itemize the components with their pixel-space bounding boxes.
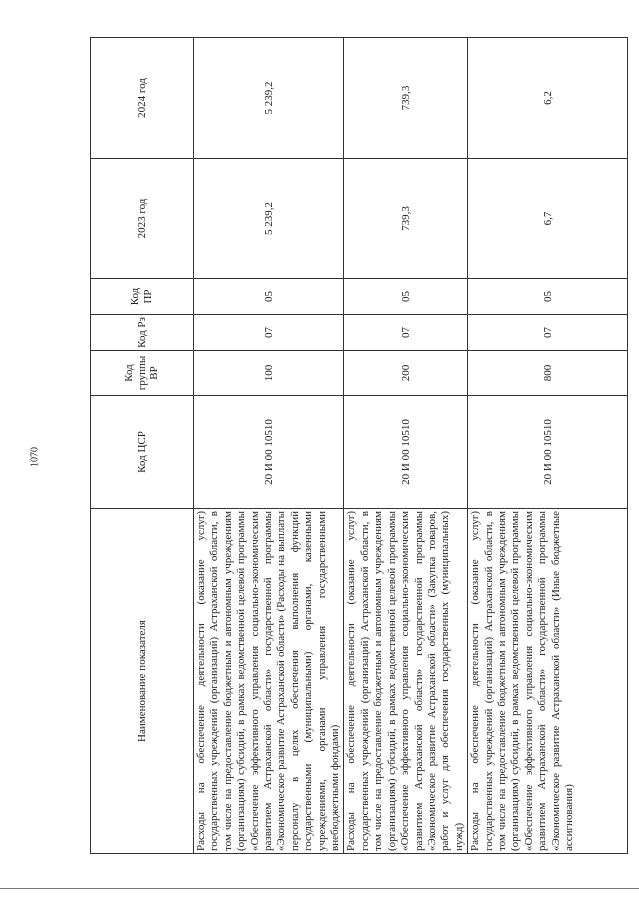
row-2024: 5 239,2 <box>194 38 344 159</box>
row-name: Расходы на обеспечение деятельности (оказание услуг) государственных учреждений (организаций) Астраханской области, в том числе на предоставление бюджетным и автономным учреждениям (организациям) субсидий, в рамках ведомственной целевой программы «Обеспечение эффективного управления социально-экономическим развитием Астраханской области» государственной программы «Экономическое развитие Астраханской области» (Расходы на выплаты персоналу в целях обеспечения выполнения функций государственными (муниципальными) органами, казенными учреждениями, органами управления государственными внебюджетными фондами) <box>194 509 344 854</box>
row-csr: 20 И 00 10510 <box>468 396 628 509</box>
header-2024: 2024 год <box>91 38 194 159</box>
row-vr: 100 <box>194 351 344 396</box>
row-rz: 07 <box>344 315 468 351</box>
row-rz: 07 <box>194 315 344 351</box>
budget-table <box>90 37 628 854</box>
header-2023: 2023 год <box>91 159 194 279</box>
row-vr: 800 <box>468 351 628 396</box>
row-csr: 20 И 00 10510 <box>194 396 344 509</box>
row-2024: 6,2 <box>468 38 628 159</box>
row-2023: 6,7 <box>468 159 628 279</box>
row-2023: 5 239,2 <box>194 159 344 279</box>
row-2024: 739,3 <box>344 38 468 159</box>
row-csr: 20 И 00 10510 <box>344 396 468 509</box>
table-row <box>344 38 468 854</box>
row-vr: 200 <box>344 351 468 396</box>
header-vr: Код группы ВР <box>91 351 194 396</box>
table-row <box>194 38 344 854</box>
header-row <box>91 38 194 854</box>
row-2023: 739,3 <box>344 159 468 279</box>
page-number: 1070 <box>29 447 41 467</box>
header-pr: Код ПР <box>91 279 194 315</box>
row-name: Расходы на обеспечение деятельности (оказание услуг) государственных учреждений (организаций) Астраханской области, в том числе на предоставление бюджетным и автономным учреждениям (организациям) субсидий, в рамках ведомственной целевой программы «Обеспечение эффективного управления социально-экономическим развитием Астраханской области» государственной программы «Экономическое развитие Астраханской области» (Иные бюджетные ассигнования) <box>468 509 628 854</box>
header-name: Наименование показателя <box>91 509 194 854</box>
row-rz: 07 <box>468 315 628 351</box>
rotated-table-wrapper <box>90 38 610 854</box>
table-row <box>468 38 628 854</box>
header-csr: Код ЦСР <box>91 396 194 509</box>
row-pr: 05 <box>194 279 344 315</box>
row-pr: 05 <box>344 279 468 315</box>
row-pr: 05 <box>468 279 628 315</box>
header-rz: Код Рз <box>91 315 194 351</box>
bottom-divider <box>0 888 639 889</box>
row-name: Расходы на обеспечение деятельности (оказание услуг) государственных учреждений (организаций) Астраханской области, в том числе на предоставление бюджетным и автономным учреждениям (организациям) субсидий, в рамках ведомственной целевой программы «Обеспечение эффективного управления социально-экономическим развитием Астраханской области» государственной программы «Экономическое развитие Астраханской области» (Закупка товаров, работ и услуг для обеспечения государственных (муниципальных) нужд) <box>344 509 468 854</box>
